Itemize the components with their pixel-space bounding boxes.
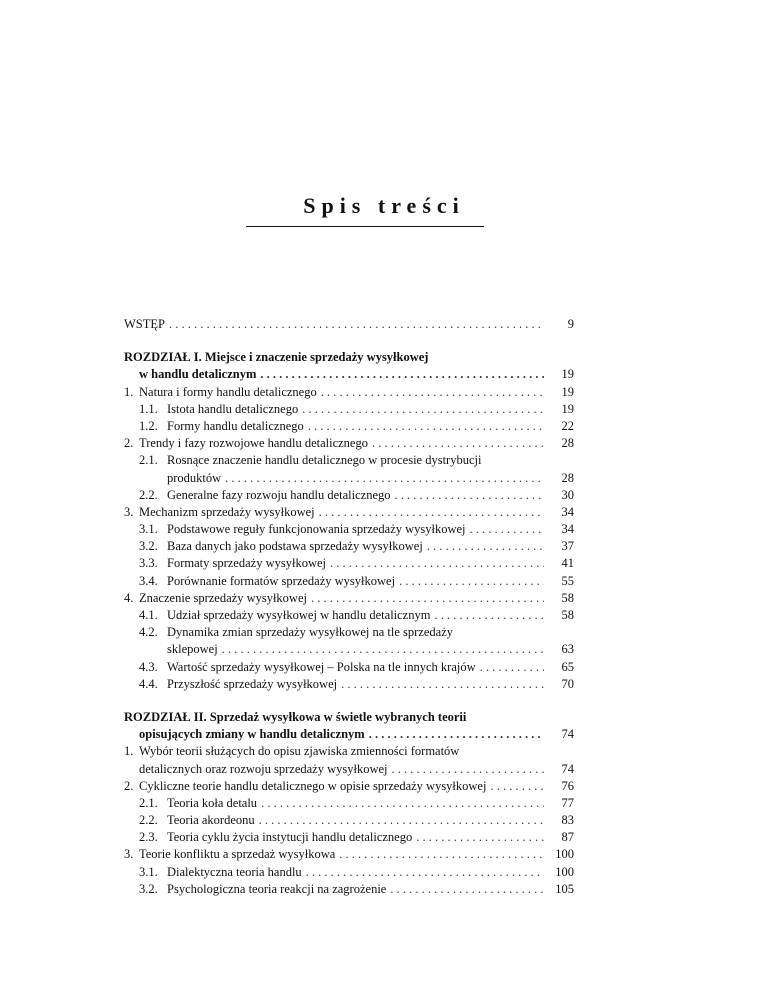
toc-entry[interactable]: [124, 435, 574, 452]
toc-entry-text: Przyszłość sprzedaży wysyłkowej: [167, 676, 338, 691]
toc-entry-text: Teoria koła detalu: [167, 795, 258, 810]
leader-dots: [169, 316, 544, 333]
leader-dots: [225, 470, 544, 487]
toc-page-number: 37: [561, 539, 574, 554]
section-number: 3.1.: [139, 522, 158, 537]
chapter-heading: [124, 709, 574, 726]
leader-dots: [308, 418, 544, 435]
toc-page-number: 100: [555, 847, 574, 862]
leader-dots: [427, 538, 544, 555]
toc-page-number: 19: [561, 367, 574, 382]
toc-entry[interactable]: [124, 555, 574, 572]
toc-page-number: 19: [561, 401, 574, 416]
toc-entry-cont[interactable]: [124, 641, 574, 658]
section-number: 3.2.: [139, 881, 158, 896]
toc-entry[interactable]: [124, 487, 574, 504]
section-number: 1.: [124, 744, 134, 759]
section-number: 1.: [124, 384, 134, 399]
toc-page-number: 100: [555, 864, 574, 879]
section-number: 3.4.: [139, 573, 158, 588]
toc-entry[interactable]: [124, 573, 574, 590]
toc-entry-chapter-1[interactable]: [124, 366, 574, 383]
section-number: 2.: [124, 778, 134, 793]
toc-entry[interactable]: [124, 607, 574, 624]
toc-page-number: 58: [561, 590, 574, 605]
toc-entry-text: Istota handlu detalicznego: [167, 401, 299, 416]
toc-entry-text: Wartość sprzedaży wysyłkowej – Polska na tle innych krajów: [167, 659, 476, 674]
section-number: 3.2.: [139, 539, 158, 554]
toc-entry[interactable]: [124, 676, 574, 693]
toc-entry-text: Trendy i fazy rozwojowe handlu detalicznego: [139, 436, 368, 451]
toc-entry[interactable]: [124, 504, 574, 521]
toc-entry[interactable]: [124, 743, 574, 760]
toc-page-number: 58: [561, 608, 574, 622]
toc-entry[interactable]: [124, 846, 574, 863]
toc-page-number: 74: [561, 761, 574, 776]
toc-entry-text: Formaty sprzedaży wysyłkowej: [167, 556, 326, 571]
toc-entry[interactable]: [124, 521, 574, 538]
section-number: 3.: [124, 847, 134, 862]
toc-entry-text: Mechanizm sprzedaży wysyłkowej: [139, 504, 315, 519]
section-number: 4.4.: [139, 676, 158, 691]
leader-dots: [321, 384, 544, 401]
toc-page-number: 77: [561, 795, 574, 810]
page-title: Spis treści: [303, 193, 465, 218]
toc-page-number: 74: [561, 727, 574, 742]
toc-entry-cont[interactable]: [124, 470, 574, 487]
toc-entry[interactable]: [124, 384, 574, 401]
leader-dots: [330, 555, 544, 572]
leader-dots: [434, 607, 544, 624]
toc-entry-text: Dialektyczna teoria handlu: [167, 864, 302, 879]
leader-dots: [490, 778, 544, 795]
toc-page-number: 55: [561, 573, 574, 588]
toc-page-number: 65: [561, 659, 574, 674]
leader-dots: [416, 829, 544, 846]
leader-dots: [259, 812, 544, 829]
toc-entry-text: Rosnące znaczenie handlu detalicznego w procesie dystrybucji: [167, 453, 482, 468]
toc-entry-text: Porównanie formatów sprzedaży wysyłkowej: [167, 573, 396, 588]
toc-entry-text: Psychologiczna teoria reakcji na zagrożenie: [167, 881, 387, 896]
leader-dots: [302, 401, 544, 418]
section-number: 2.1.: [139, 453, 158, 468]
toc-entry-text: Udział sprzedaży wysyłkowej w handlu detalicznym: [167, 608, 431, 622]
leader-dots: [311, 590, 544, 607]
chapter-title-cont: w handlu detalicznym: [139, 367, 257, 382]
section-number: 2.3.: [139, 830, 158, 845]
toc-entry-text: Wybór teorii służących do opisu zjawiska zmienności formatów: [139, 744, 460, 759]
title-underline: [246, 226, 484, 227]
leader-dots: [372, 435, 544, 452]
toc-page-number: 83: [561, 813, 574, 828]
leader-dots: [260, 366, 544, 383]
leader-dots: [222, 641, 544, 658]
toc-entry-text: WSTĘP: [124, 317, 165, 331]
toc-entry-text: Baza danych jako podstawa sprzedaży wysyłkowej: [167, 539, 423, 554]
toc-page-number: 19: [561, 384, 574, 399]
toc-entry[interactable]: [124, 778, 574, 795]
toc-entry-text: Teorie konfliktu a sprzedaż wysyłkowa: [139, 847, 336, 862]
toc-page-number: 34: [561, 522, 574, 537]
leader-dots: [470, 521, 544, 538]
section-number: 2.: [124, 436, 134, 451]
toc-entry-chapter-2[interactable]: [124, 726, 574, 743]
toc-page-number: 63: [561, 642, 574, 657]
leader-dots: [341, 676, 544, 693]
toc-entry[interactable]: [124, 401, 574, 418]
toc-entry-text: sklepowej: [167, 642, 218, 657]
toc-page-number: 22: [561, 418, 574, 433]
toc-entry-text: produktów: [167, 470, 222, 485]
section-number: 3.3.: [139, 556, 158, 571]
toc-entry-text: Dynamika zmian sprzedaży wysyłkowej na tle sprzedaży: [167, 625, 454, 640]
toc-page-number: 87: [561, 830, 574, 845]
chapter-heading: [124, 349, 574, 366]
toc-page-number: 34: [561, 504, 574, 519]
leader-dots: [306, 864, 544, 881]
leader-dots: [390, 881, 544, 898]
toc-page-number: 41: [561, 556, 574, 571]
section-number: 2.2.: [139, 813, 158, 828]
toc-entry-text: Teoria akordeonu: [167, 813, 255, 828]
toc-entry[interactable]: [124, 624, 574, 641]
chapter-title: ROZDZIAŁ I. Miejsce i znaczenie sprzedaży wysyłkowej: [124, 350, 429, 365]
toc-page-number: 28: [561, 470, 574, 485]
leader-dots: [399, 573, 544, 590]
toc-page-number: 30: [561, 487, 574, 502]
toc-entry[interactable]: [124, 829, 574, 846]
toc-entry[interactable]: [124, 881, 574, 898]
toc-entry-text: Znaczenie sprzedaży wysyłkowej: [139, 590, 307, 605]
leader-dots: [369, 726, 544, 743]
chapter-title: ROZDZIAŁ II. Sprzedaż wysyłkowa w świetle wybranych teorii: [124, 709, 467, 724]
section-number: 1.1.: [139, 401, 158, 416]
toc-entry[interactable]: [124, 418, 574, 435]
section-number: 4.2.: [139, 625, 158, 640]
leader-dots: [261, 795, 544, 812]
toc-entry-text: detalicznych oraz rozwoju sprzedaży wysyłkowej: [139, 761, 388, 776]
toc-entry[interactable]: [124, 590, 574, 607]
toc-entry[interactable]: [124, 538, 574, 555]
chapter-title-cont: opisujących zmiany w handlu detalicznym: [139, 727, 365, 742]
section-number: 4.3.: [139, 659, 158, 674]
section-number: 2.2.: [139, 487, 158, 502]
toc-entry[interactable]: [124, 795, 574, 812]
section-number: 1.2.: [139, 418, 158, 433]
section-number: 3.: [124, 504, 134, 519]
toc-page-number: 9: [567, 317, 574, 331]
toc-entry-cont[interactable]: [124, 761, 574, 778]
section-number: 4.: [124, 590, 134, 605]
toc-entry[interactable]: [124, 864, 574, 881]
toc-entry[interactable]: [124, 452, 574, 469]
toc-entry[interactable]: [124, 659, 574, 676]
toc-page-number: 70: [561, 676, 574, 691]
toc-entry-text: Podstawowe reguły funkcjonowania sprzedaży wysyłkowej: [167, 522, 466, 537]
toc-page-number: 28: [561, 436, 574, 451]
toc-entry-text: Generalne fazy rozwoju handlu detalicznego: [167, 487, 391, 502]
leader-dots: [392, 761, 544, 778]
toc-entry-text: Natura i formy handlu detalicznego: [139, 384, 317, 399]
leader-dots: [319, 504, 544, 521]
toc-entry-intro[interactable]: [124, 316, 574, 333]
toc-entry-text: Cykliczne teorie handlu detalicznego w opisie sprzedaży wysyłkowej: [139, 778, 487, 793]
leader-dots: [480, 659, 544, 676]
leader-dots: [395, 487, 544, 504]
toc-entry-text: Teoria cyklu życia instytucji handlu detalicznego: [167, 830, 413, 845]
section-number: 2.1.: [139, 795, 158, 810]
toc-entry[interactable]: [124, 812, 574, 829]
toc-entry-text: Formy handlu detalicznego: [167, 418, 304, 433]
section-number: 3.1.: [139, 864, 158, 879]
section-number: 4.1.: [139, 608, 158, 622]
toc-page-number: 76: [561, 778, 574, 793]
table-of-contents: [124, 316, 574, 898]
leader-dots: [339, 846, 544, 863]
toc-page-number: 105: [555, 881, 574, 896]
